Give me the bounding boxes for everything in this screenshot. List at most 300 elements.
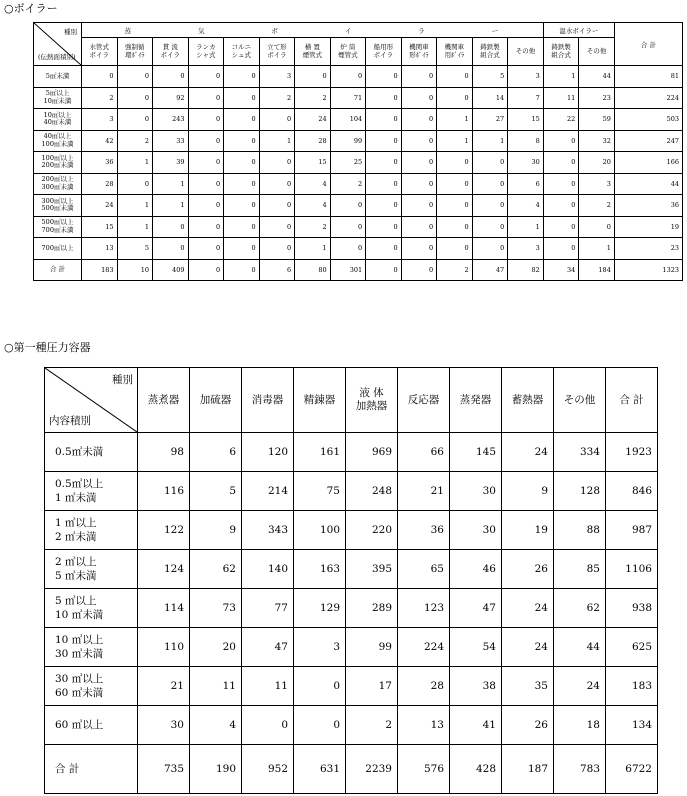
- boiler-row-label-line: 300㎡以上: [41, 196, 74, 205]
- vessel-column-header: [294, 368, 346, 433]
- boiler-column-header-line: シュ式: [231, 50, 252, 59]
- vessel-table-row: [45, 550, 658, 589]
- vessel-column-header-line: 蒸煮器: [147, 393, 180, 406]
- boiler-cell: 0: [437, 152, 473, 174]
- vessel-row-label: [45, 472, 138, 511]
- boiler-column-header-line: 炉 筒: [340, 43, 356, 51]
- vessel-cell: 41: [450, 706, 502, 745]
- vessel-cell: 2239: [346, 745, 398, 794]
- boiler-cell: 243: [153, 109, 189, 131]
- vessel-cell: 428: [450, 745, 502, 794]
- vessel-row-label-line: 30 ㎥以上: [55, 673, 104, 685]
- boiler-cell: 25: [330, 152, 366, 174]
- vessel-column-header: [502, 368, 554, 433]
- boiler-cell: 5: [472, 66, 508, 88]
- boiler-cell: 2: [82, 87, 118, 109]
- vessel-cell: 220: [346, 511, 398, 550]
- vessel-corner-type-label: 種別: [112, 374, 133, 386]
- vessel-cell: 735: [138, 745, 190, 794]
- boiler-cell: 1: [508, 216, 544, 238]
- steam-boiler-group-header: [82, 23, 544, 38]
- vessel-header-row: [45, 368, 658, 433]
- vessel-column-header-line: 蓄熱器: [511, 393, 544, 406]
- vessel-row-label-line: 5 ㎥以上: [55, 595, 97, 607]
- boiler-cell: 1: [153, 173, 189, 195]
- boiler-cell: 3: [259, 66, 295, 88]
- boiler-cell: 0: [543, 173, 579, 195]
- vessel-cell: 334: [554, 433, 606, 472]
- vessel-row-label-line: 5 ㎥未満: [55, 570, 97, 582]
- boiler-cell: 59: [579, 109, 615, 131]
- vessel-column-header-line: 蒸発器: [459, 393, 492, 406]
- vessel-cell: 99: [346, 628, 398, 667]
- vessel-column-header-line: 加硫器: [199, 393, 232, 406]
- vessel-cell: 145: [450, 433, 502, 472]
- vessel-cell: 24: [554, 667, 606, 706]
- boiler-cell: 2: [117, 130, 153, 152]
- steam-boiler-group-char: 蒸: [124, 26, 133, 35]
- vessel-cell: 110: [138, 628, 190, 667]
- vessel-cell: 24: [502, 628, 554, 667]
- boiler-cell: 0: [543, 238, 579, 260]
- vessel-cell: 24: [502, 589, 554, 628]
- boiler-table-row: [34, 195, 683, 217]
- vessel-column-header: [138, 368, 190, 433]
- boiler-column-header-line: 立て形: [267, 43, 287, 51]
- vessel-table-row: [45, 511, 658, 550]
- boiler-cell: 0: [188, 66, 224, 88]
- boiler-cell: 1: [472, 130, 508, 152]
- boiler-cell: 0: [224, 173, 260, 195]
- boiler-cell: 8: [508, 130, 544, 152]
- vessel-cell: 20: [190, 628, 242, 667]
- boiler-cell: 39: [153, 152, 189, 174]
- boiler-column-header-line: ボイラ: [160, 50, 181, 59]
- boiler-cell: 0: [543, 195, 579, 217]
- pressure-vessel-table: [44, 367, 658, 794]
- boiler-cell: 0: [224, 87, 260, 109]
- boiler-column-header-line: 煙管式: [338, 50, 358, 59]
- boiler-cell: 1: [153, 195, 189, 217]
- boiler-row-label: [34, 216, 82, 238]
- boiler-column-header-line: ボイラ: [373, 50, 394, 59]
- vessel-cell: 0: [294, 667, 346, 706]
- boiler-corner-area-label: (伝熱面積別): [38, 53, 76, 61]
- steam-boiler-group-char: 気: [197, 26, 207, 35]
- boiler-cell: 47: [472, 259, 508, 281]
- vessel-cell: 18: [554, 706, 606, 745]
- boiler-column-header-line: 煙管式: [302, 50, 323, 59]
- vessel-cell: 62: [190, 550, 242, 589]
- boiler-column-header-line: 機関車: [409, 43, 429, 51]
- boiler-table-row: [34, 66, 683, 88]
- boiler-cell: 0: [472, 238, 508, 260]
- boiler-cell: 15: [508, 109, 544, 131]
- vessel-cell: 0: [242, 706, 294, 745]
- boiler-column-header: [508, 38, 544, 66]
- boiler-cell: 28: [82, 173, 118, 195]
- boiler-cell: 0: [401, 109, 437, 131]
- boiler-total-row: [34, 259, 683, 281]
- boiler-row-label: [34, 130, 82, 152]
- boiler-cell: 1: [437, 130, 473, 152]
- vessel-cell: 134: [606, 706, 658, 745]
- boiler-cell: 33: [153, 130, 189, 152]
- boiler-column-header-line: 組合式: [480, 50, 500, 59]
- boiler-cell: 301: [330, 259, 366, 281]
- boiler-cell: 0: [401, 238, 437, 260]
- boiler-cell: 0: [366, 195, 402, 217]
- boiler-cell: 19: [614, 216, 682, 238]
- boiler-column-header-line: ボイラ: [89, 50, 110, 59]
- vessel-cell: 38: [450, 667, 502, 706]
- hot-water-boiler-group-header: 温水ボイラー: [543, 23, 614, 38]
- vessel-row-label: [45, 589, 138, 628]
- boiler-row-label-line: 5㎡以上: [45, 89, 70, 98]
- boiler-column-header-line: 横 置: [304, 43, 320, 51]
- vessel-cell: 625: [606, 628, 658, 667]
- boiler-cell: 0: [401, 259, 437, 281]
- boiler-cell: 184: [579, 259, 615, 281]
- boiler-cell: 81: [614, 66, 682, 88]
- boiler-row-label: [34, 173, 82, 195]
- boiler-cell: 183: [82, 259, 118, 281]
- boiler-row-label: [34, 152, 82, 174]
- boiler-column-header: [401, 38, 437, 66]
- vessel-cell: 46: [450, 550, 502, 589]
- boiler-corner-cell: [34, 23, 82, 66]
- boiler-cell: 6: [259, 259, 295, 281]
- vessel-cell: 969: [346, 433, 398, 472]
- boiler-cell: 0: [188, 130, 224, 152]
- boiler-cell: 4: [295, 195, 331, 217]
- vessel-table-row: [45, 667, 658, 706]
- boiler-cell: 0: [224, 238, 260, 260]
- vessel-cell: 224: [398, 628, 450, 667]
- vessel-row-label-line: 60 ㎥以上: [55, 719, 104, 731]
- vessel-cell: 100: [294, 511, 346, 550]
- boiler-column-header: [437, 38, 473, 66]
- vessel-row-label: [45, 745, 138, 794]
- boiler-cell: 224: [614, 87, 682, 109]
- boiler-column-header-line: 環ﾎﾞｲﾗ: [125, 50, 145, 59]
- boiler-cell: 0: [117, 173, 153, 195]
- boiler-cell: 82: [508, 259, 544, 281]
- boiler-cell: 4: [508, 195, 544, 217]
- vessel-cell: 28: [398, 667, 450, 706]
- vessel-cell: 6722: [606, 745, 658, 794]
- vessel-cell: 128: [554, 472, 606, 511]
- boiler-cell: 1: [437, 109, 473, 131]
- boiler-cell: 3: [82, 109, 118, 131]
- vessel-cell: 21: [138, 667, 190, 706]
- boiler-cell: 0: [543, 216, 579, 238]
- boiler-cell: 34: [543, 259, 579, 281]
- boiler-cell: 0: [366, 109, 402, 131]
- boiler-cell: 1: [579, 238, 615, 260]
- boiler-cell: 0: [330, 195, 366, 217]
- boiler-column-header-line: その他: [515, 46, 536, 55]
- boiler-cell: 0: [188, 109, 224, 131]
- vessel-column-header: [554, 368, 606, 433]
- vessel-cell: 11: [242, 667, 294, 706]
- vessel-cell: 846: [606, 472, 658, 511]
- boiler-row-label-line: 300㎡未満: [41, 182, 74, 191]
- vessel-cell: 163: [294, 550, 346, 589]
- vessel-cell: 73: [190, 589, 242, 628]
- boiler-cell: 0: [472, 195, 508, 217]
- vessel-table-row: [45, 628, 658, 667]
- boiler-cell: 0: [224, 259, 260, 281]
- boiler-cell: 0: [401, 195, 437, 217]
- vessel-row-label: [45, 433, 138, 472]
- vessel-table-row: [45, 706, 658, 745]
- vessel-cell: 289: [346, 589, 398, 628]
- boiler-column-header: [295, 38, 331, 66]
- boiler-cell: 0: [472, 173, 508, 195]
- boiler-cell: 2: [259, 87, 295, 109]
- boiler-cell: 2: [330, 173, 366, 195]
- boiler-row-label-line: 40㎡以上: [43, 132, 72, 141]
- vessel-cell: 161: [294, 433, 346, 472]
- boiler-cell: 99: [330, 130, 366, 152]
- boiler-cell: 80: [295, 259, 331, 281]
- boiler-cell: 0: [188, 87, 224, 109]
- boiler-cell: 23: [614, 238, 682, 260]
- vessel-table-row: [45, 589, 658, 628]
- boiler-cell: 0: [472, 152, 508, 174]
- vessel-cell: 4: [190, 706, 242, 745]
- boiler-cell: 22: [543, 109, 579, 131]
- boiler-cell: 0: [224, 216, 260, 238]
- boiler-column-header-line: 鋳鉄製: [480, 43, 500, 51]
- boiler-row-label: [34, 87, 82, 109]
- vessel-cell: 190: [190, 745, 242, 794]
- boiler-cell: 30: [508, 152, 544, 174]
- boiler-column-header: [259, 38, 295, 66]
- boiler-cell: 0: [224, 195, 260, 217]
- boiler-cell: 2: [295, 87, 331, 109]
- vessel-row-label-line: 1 ㎥以上: [55, 517, 97, 529]
- steam-boiler-group-label: [82, 26, 543, 35]
- vessel-column-header-line: 消毒器: [251, 393, 284, 406]
- boiler-cell: 166: [614, 152, 682, 174]
- boiler-column-header-row: [34, 38, 683, 66]
- vessel-cell: 77: [242, 589, 294, 628]
- vessel-cell: 120: [242, 433, 294, 472]
- boiler-cell: 36: [82, 152, 118, 174]
- vessel-cell: 36: [398, 511, 450, 550]
- boiler-table-row: [34, 238, 683, 260]
- vessel-column-header: [242, 368, 294, 433]
- boiler-cell: 0: [117, 109, 153, 131]
- vessel-column-header: [606, 368, 658, 433]
- steam-boiler-group-char: ー: [491, 26, 501, 35]
- vessel-row-label-line: 10 ㎥以上: [55, 634, 104, 646]
- vessel-cell: 395: [346, 550, 398, 589]
- boiler-cell: 24: [295, 109, 331, 131]
- vessel-cell: 21: [398, 472, 450, 511]
- boiler-cell: 0: [437, 87, 473, 109]
- boiler-column-header: [330, 38, 366, 66]
- vessel-cell: 26: [502, 550, 554, 589]
- vessel-cell: 140: [242, 550, 294, 589]
- boiler-section-title: ○ボイラー: [4, 2, 58, 15]
- vessel-column-header: [450, 368, 502, 433]
- vessel-table-row: [45, 472, 658, 511]
- boiler-table-row: [34, 152, 683, 174]
- boiler-cell: 0: [153, 238, 189, 260]
- vessel-table-row: [45, 433, 658, 472]
- boiler-cell: 0: [330, 238, 366, 260]
- vessel-column-header-line: 液 体: [359, 387, 384, 399]
- boiler-cell: 503: [614, 109, 682, 131]
- boiler-column-header-line: 水管式: [89, 43, 110, 51]
- vessel-corner-volume-label: 内容積別: [49, 415, 91, 427]
- vessel-cell: 783: [554, 745, 606, 794]
- boiler-cell: 1: [117, 152, 153, 174]
- vessel-column-header: [190, 368, 242, 433]
- boiler-row-label-line: 500㎡未満: [41, 204, 74, 213]
- boiler-cell: 0: [366, 173, 402, 195]
- boiler-row-label-line: 100㎡未満: [41, 139, 74, 148]
- boiler-row-label: [34, 238, 82, 260]
- boiler-cell: 0: [366, 216, 402, 238]
- vessel-cell: 183: [606, 667, 658, 706]
- boiler-cell: 1: [117, 195, 153, 217]
- boiler-cell: 0: [437, 238, 473, 260]
- boiler-cell: 2: [437, 259, 473, 281]
- boiler-cell: 0: [153, 66, 189, 88]
- boiler-row-label-line: 10㎡未満: [43, 96, 72, 105]
- vessel-cell: 0: [294, 706, 346, 745]
- boiler-cell: 0: [437, 66, 473, 88]
- boiler-cell: 0: [401, 173, 437, 195]
- boiler-cell: 44: [614, 173, 682, 195]
- boiler-cell: 1: [117, 216, 153, 238]
- boiler-cell: 247: [614, 130, 682, 152]
- boiler-column-header-line: 用ﾎﾞｲﾗ: [444, 50, 465, 59]
- vessel-corner-cell: [45, 368, 138, 433]
- boiler-table-row: [34, 109, 683, 131]
- vessel-cell: 122: [138, 511, 190, 550]
- vessel-cell: 26: [502, 706, 554, 745]
- vessel-row-label: [45, 706, 138, 745]
- vessel-cell: 62: [554, 589, 606, 628]
- pressure-vessel-section-title: ○第一種圧力容器: [4, 341, 91, 354]
- boiler-cell: 6: [508, 173, 544, 195]
- boiler-cell: 0: [401, 87, 437, 109]
- boiler-column-header-line: ボイラ: [267, 50, 287, 59]
- boiler-row-label-line: 200㎡以上: [41, 175, 74, 184]
- boiler-column-header-line: 組合式: [551, 50, 571, 59]
- vessel-column-header: [346, 368, 398, 433]
- boiler-cell: 0: [366, 238, 402, 260]
- vessel-cell: 13: [398, 706, 450, 745]
- vessel-cell: 248: [346, 472, 398, 511]
- steam-boiler-group-char: イ: [344, 26, 354, 35]
- boiler-cell: 0: [401, 216, 437, 238]
- boiler-cell: 44: [579, 66, 615, 88]
- vessel-cell: 85: [554, 550, 606, 589]
- vessel-cell: 938: [606, 589, 658, 628]
- boiler-cell: 10: [117, 259, 153, 281]
- vessel-row-label-line: 1 ㎥未満: [55, 492, 97, 504]
- boiler-cell: 15: [295, 152, 331, 174]
- boiler-cell: 2: [295, 216, 331, 238]
- vessel-cell: 30: [138, 706, 190, 745]
- vessel-column-header-line: 反応器: [407, 393, 440, 406]
- vessel-cell: 214: [242, 472, 294, 511]
- boiler-column-header: [472, 38, 508, 66]
- vessel-cell: 47: [242, 628, 294, 667]
- vessel-cell: 116: [138, 472, 190, 511]
- boiler-cell: 0: [366, 259, 402, 281]
- vessel-row-label-line: 合 計: [55, 763, 80, 775]
- boiler-cell: 0: [259, 173, 295, 195]
- vessel-column-header-line: 精錬器: [303, 393, 336, 406]
- boiler-cell: 15: [82, 216, 118, 238]
- boiler-column-header-line: コルニ: [231, 43, 252, 51]
- boiler-cell: 0: [366, 87, 402, 109]
- boiler-cell: 0: [188, 152, 224, 174]
- vessel-cell: 54: [450, 628, 502, 667]
- vessel-cell: 576: [398, 745, 450, 794]
- boiler-cell: 0: [259, 238, 295, 260]
- vessel-cell: 30: [450, 472, 502, 511]
- boiler-column-header: [224, 38, 260, 66]
- boiler-column-header-line: 鋳鉄製: [551, 43, 571, 51]
- boiler-cell: 0: [117, 66, 153, 88]
- boiler-cell: 0: [366, 66, 402, 88]
- boiler-cell: 42: [82, 130, 118, 152]
- boiler-cell: 71: [330, 87, 366, 109]
- vessel-cell: 6: [190, 433, 242, 472]
- boiler-cell: 0: [259, 195, 295, 217]
- vessel-cell: 24: [502, 433, 554, 472]
- vessel-cell: 17: [346, 667, 398, 706]
- boiler-cell: 0: [579, 216, 615, 238]
- boiler-cell: 92: [153, 87, 189, 109]
- boiler-table-row: [34, 130, 683, 152]
- boiler-cell: 1: [259, 130, 295, 152]
- boiler-cell: 7: [508, 87, 544, 109]
- vessel-cell: 123: [398, 589, 450, 628]
- vessel-cell: 114: [138, 589, 190, 628]
- boiler-cell: 13: [82, 238, 118, 260]
- vessel-cell: 1106: [606, 550, 658, 589]
- boiler-cell: 0: [437, 216, 473, 238]
- boiler-column-header: [153, 38, 189, 66]
- boiler-cell: 2: [579, 195, 615, 217]
- vessel-row-label-line: 2 ㎥以上: [55, 556, 97, 568]
- vessel-row-label: [45, 550, 138, 589]
- vessel-row-label-line: 2 ㎥未満: [55, 531, 97, 543]
- boiler-total-header: 合 計: [614, 23, 682, 66]
- boiler-cell: 0: [366, 130, 402, 152]
- boiler-cell: 0: [330, 66, 366, 88]
- vessel-cell: 66: [398, 433, 450, 472]
- boiler-cell: 0: [259, 109, 295, 131]
- boiler-row-label: [34, 66, 82, 88]
- boiler-cell: 0: [188, 173, 224, 195]
- boiler-cell: 0: [259, 152, 295, 174]
- boiler-cell: 0: [82, 66, 118, 88]
- boiler-cell: 0: [366, 152, 402, 174]
- vessel-cell: 9: [190, 511, 242, 550]
- vessel-cell: 124: [138, 550, 190, 589]
- vessel-cell: 2: [346, 706, 398, 745]
